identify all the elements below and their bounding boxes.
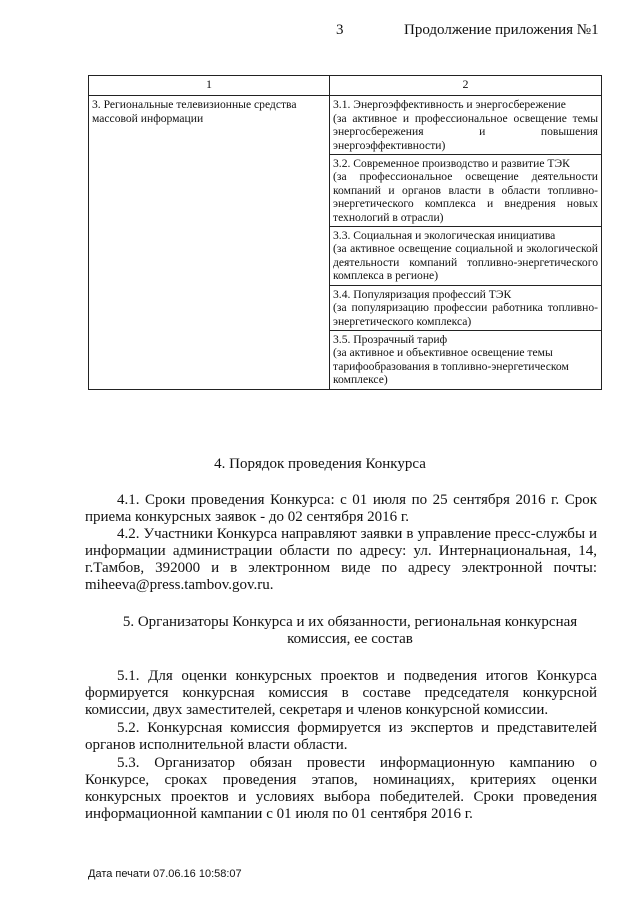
nomination-description: (за активное освещение социальной и экологической деятельности компаний топливно-энергетического комплекса в регионе) bbox=[333, 242, 598, 283]
paragraph-4-2: 4.2. Участники Конкурса направляют заявки в управление пресс-службы и информации администрации области по адресу: ул. Интернациональная, 14, г.Тамбов, 392000 и в электронном виде по адресу электронной почты: miheeva@press.tambov.gov.ru. bbox=[85, 526, 597, 593]
nomination-cell bbox=[330, 285, 602, 330]
nomination-title: 3.2. Современное производство и развитие ТЭК bbox=[333, 157, 570, 171]
section-5-heading: 5. Организаторы Конкурса и их обязанности, региональная конкурсная комиссия, ее состав bbox=[122, 614, 578, 647]
nomination-description: (за профессиональное освещение деятельности компаний и органов власти в области топливно-энергетического комплекса и внедрения новых технологий в отрасли) bbox=[333, 170, 598, 224]
nomination-cell bbox=[330, 330, 602, 389]
nomination-title: 3.3. Социальная и экологическая инициатива bbox=[333, 229, 556, 243]
print-date: Дата печати 07.06.16 10:58:07 bbox=[88, 868, 242, 880]
appendix-continuation-title: Продолжение приложения №1 bbox=[404, 22, 599, 38]
nomination-description: (за активное и профессиональное освещение темы энергосбережения и повышения энергоэффективности) bbox=[333, 111, 598, 152]
nomination-cell bbox=[330, 96, 602, 155]
table-header-row bbox=[89, 76, 602, 96]
nomination-cell bbox=[330, 227, 602, 286]
section-4-heading: 4. Порядок проведения Конкурса bbox=[214, 456, 426, 472]
paragraph-4-1: 4.1. Сроки проведения Конкурса: с 01 июля по 25 сентября 2016 г. Срок приема конкурсных заявок - до 02 сентября 2016 г. bbox=[85, 492, 597, 525]
nominations-table bbox=[88, 75, 602, 390]
nomination-title: 3.1. Энергоэффективность и энергосбережение bbox=[333, 98, 566, 112]
table-row bbox=[89, 96, 602, 155]
nomination-description: (за популяризацию профессии работника топливно-энергетического комплекса) bbox=[333, 301, 598, 328]
column-header-2: 2 bbox=[330, 76, 602, 96]
column-header-1: 1 bbox=[89, 76, 330, 96]
paragraph-5-3: 5.3. Организатор обязан провести информационную кампанию о Конкурсе, сроках проведения этапов, номинациях, критериях оценки конкурсных проектов и условиях выбора победителей. Сроки проведения информационной кампании с 01 июля по 01 сентября 2016 г. bbox=[85, 755, 597, 822]
category-cell: 3. Региональные телевизионные средства массовой информации bbox=[89, 96, 330, 389]
nomination-title: 3.4. Популяризация профессий ТЭК bbox=[333, 287, 512, 301]
paragraph-5-2: 5.2. Конкурсная комиссия формируется из экспертов и представителей органов исполнительной власти области. bbox=[85, 720, 597, 753]
paragraph-5-1: 5.1. Для оценки конкурсных проектов и подведения итогов Конкурса формируется конкурсная комиссия в составе председателя конкурсной комиссии, двух заместителей, секретаря и членов конкурсной комиссии. bbox=[85, 668, 597, 718]
nomination-cell bbox=[330, 155, 602, 227]
nomination-title: 3.5. Прозрачный тариф bbox=[333, 332, 448, 346]
page-number: 3 bbox=[336, 22, 344, 38]
nomination-description: (за активное и объективное освещение темы тарифообразования в топливно-энергетическом комплексе) bbox=[333, 346, 569, 387]
